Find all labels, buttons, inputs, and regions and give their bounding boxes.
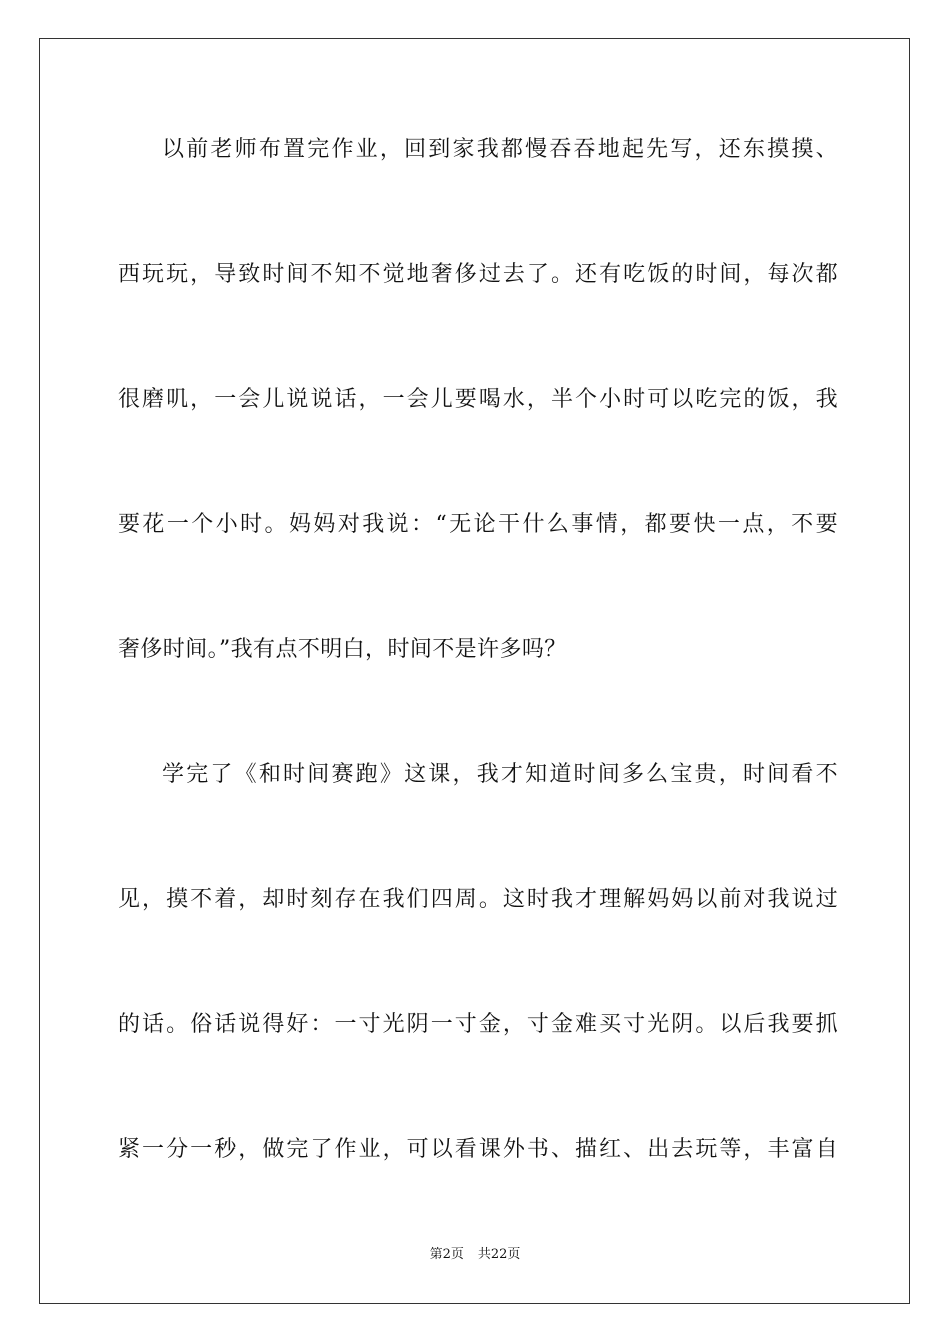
- paragraph-1-line-4: 要花一个小时。妈妈对我说：“无论干什么事情，都要快一点，不要: [118, 512, 838, 537]
- paragraph-2-line-3: 的话。俗话说得好：一寸光阴一寸金，寸金难买寸光阴。以后我要抓: [118, 1012, 838, 1037]
- page-number: 第2页: [429, 1247, 464, 1262]
- page-footer: [0, 1246, 950, 1264]
- total-pages: 共22页: [477, 1247, 521, 1262]
- paragraph-1-line-2: 西玩玩，导致时间不知不觉地奢侈过去了。还有吃饭的时间，每次都: [118, 262, 838, 287]
- paragraph-2-line-2: 见，摸不着，却时刻存在我们四周。这时我才理解妈妈以前对我说过: [118, 887, 838, 912]
- paragraph-1-line-1: 以前老师布置完作业，回到家我都慢吞吞地起先写，还东摸摸、: [162, 137, 838, 162]
- paragraph-2-line-1: 学完了《和时间赛跑》这课，我才知道时间多么宝贵，时间看不: [162, 762, 838, 787]
- paragraph-1-line-5: 奢侈时间。”我有点不明白，时间不是许多吗？: [118, 637, 567, 662]
- page-border: [39, 38, 910, 1304]
- paragraph-2-line-4: 紧一分一秒，做完了作业，可以看课外书、描红、出去玩等，丰富自: [118, 1137, 838, 1162]
- paragraph-1-line-3: 很磨叽，一会儿说说话，一会儿要喝水，半个小时可以吃完的饭，我: [118, 387, 838, 412]
